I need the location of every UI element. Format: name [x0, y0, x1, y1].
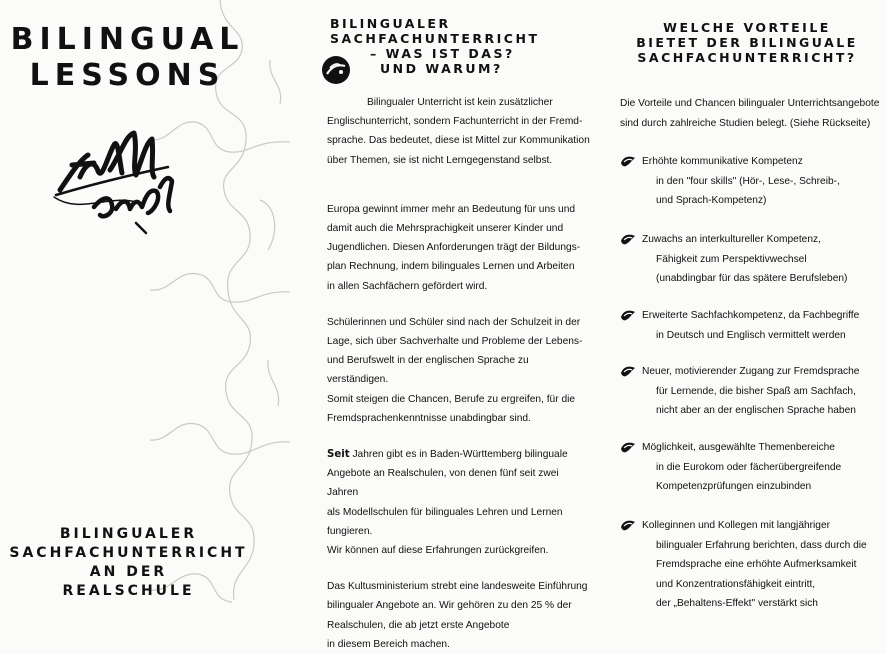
- page-title: [10, 22, 245, 94]
- handwritten-signature: [50, 115, 190, 245]
- text-line: plan Rechnung, indem bilinguales Lernen und Arbeiten: [327, 261, 575, 273]
- text-line: Jugendlichen. Diesen Anforderungen trägt der Bildungs-: [327, 242, 581, 254]
- text-line: Fremdsprachenkenntnisse unabdingbar sind.: [327, 412, 531, 424]
- benefit-line: Möglichkeit, ausgewählte Themenbereiche: [642, 442, 835, 453]
- right-heading-line-1: WELCHE VORTEILE: [663, 20, 831, 35]
- middle-paragraph-3: [327, 313, 592, 428]
- text-line: Jahren gibt es in Baden-Württemberg bilinguale: [349, 449, 568, 461]
- benefit-line: Kompetenzprüfungen einzubinden: [656, 481, 812, 492]
- benefit-line: Kolleginnen und Kollegen mit langjähriger: [642, 520, 831, 531]
- benefit-line: Erweiterte Sachfachkompetenz, da Fachbegriffe: [642, 310, 860, 321]
- text-line: als Modellschulen für bilinguales Lehren und Lernen fungieren.: [327, 506, 563, 537]
- middle-heading-line-2: SACHFACHUNTERRICHT: [330, 31, 540, 46]
- benefit-line: und Konzentrationsfähigkeit eintritt,: [656, 578, 816, 590]
- middle-heading-line-4: UND WARUM?: [380, 61, 503, 76]
- handwritten-word: Seit: [327, 449, 350, 461]
- left-subtitle-line-2: SACHFACHUNTERRICHT: [9, 545, 248, 561]
- benefit-item: [620, 306, 886, 345]
- school-logo-bullet-icon: [620, 518, 636, 532]
- text-line: Realschulen, die ab jetzt erste Angebote: [327, 619, 510, 631]
- left-subtitle-line-4: REALSCHULE: [62, 583, 195, 599]
- text-line: Bilingualer Unterricht ist kein zusätzlicher: [367, 97, 553, 108]
- left-panel: [0, 0, 300, 636]
- text-line: sind durch zahlreiche Studien belegt. (Siehe Rückseite): [620, 118, 871, 129]
- text-line: Europa gewinnt immer mehr an Bedeutung für uns und: [327, 203, 576, 215]
- text-line: Wir können auf diese Erfahrungen zurückgreifen.: [327, 545, 549, 557]
- text-line: Die Vorteile und Chancen bilingualer Unterrichtsangebote: [620, 98, 880, 109]
- school-logo-bullet-icon: [620, 364, 636, 378]
- benefit-line: Fremdsprache eine erhöhte Aufmerksamkeit: [656, 559, 857, 570]
- benefit-line: Fähigkeit zum Perspektivwechsel: [656, 253, 807, 265]
- left-subtitle-line-1: BILINGUALER: [59, 526, 198, 542]
- benefit-item: [620, 438, 886, 497]
- middle-paragraph-2: [327, 200, 592, 296]
- right-heading-line-3: SACHFACHUNTERRICHT?: [637, 50, 857, 65]
- text-line: Englischunterricht, sondern Fachunterricht in der Fremd-: [327, 116, 583, 128]
- middle-heading-line-3: – WAS IST DAS?: [370, 46, 515, 61]
- benefit-line: für Lernende, die bisher Spaß am Sachfach,: [656, 385, 856, 397]
- school-logo-icon: [320, 54, 352, 86]
- middle-paragraph-1: [327, 93, 592, 170]
- text-line: Angebote an Realschulen, von denen fünf seit zwei Jahren: [327, 468, 559, 499]
- benefit-line: der „Behaltens-Effekt" verstärkt sich: [656, 598, 818, 609]
- text-line: Das Kultusministerium strebt eine landesweite Einführung: [327, 581, 588, 593]
- benefit-line: Zuwachs an interkultureller Kompetenz,: [642, 234, 821, 245]
- right-heading: [622, 20, 872, 65]
- benefit-item: [620, 362, 886, 421]
- benefit-line: (unabdingbar für das spätere Berufsleben): [656, 273, 848, 284]
- text-line: Lage, sich über Sachverhalte und Probleme der Lebens-: [327, 336, 583, 348]
- text-line: Somit steigen die Chancen, Berufe zu ergreifen, für die: [327, 393, 576, 405]
- school-logo-bullet-icon: [620, 308, 636, 322]
- text-line: in diesem Bereich machen.: [327, 638, 450, 650]
- text-line: in allen Sachfächern gefördert wird.: [327, 280, 488, 292]
- school-logo-bullet-icon: [620, 232, 636, 246]
- benefit-line: nicht aber an der englischen Sprache haben: [656, 405, 856, 416]
- benefit-line: bilingualer Erfahrung berichten, dass durch die: [656, 539, 867, 551]
- benefit-line: in den "four skills" (Hör-, Lese-, Schreib-,: [656, 175, 840, 187]
- benefit-line: in Deutsch und Englisch vermittelt werden: [656, 329, 846, 341]
- text-line: über Themen, sie ist nicht Lerngegenstand selbst.: [327, 154, 553, 166]
- title-line-1: BILINGUAL: [10, 22, 245, 57]
- middle-heading: [330, 16, 580, 76]
- text-line: Schülerinnen und Schüler sind nach der Schulzeit in der: [327, 316, 581, 328]
- left-subtitle-line-3: AN DER: [89, 564, 168, 580]
- middle-paragraph-4: [327, 445, 592, 560]
- right-intro: [620, 94, 886, 134]
- benefit-item: [620, 230, 886, 289]
- school-logo-bullet-icon: [620, 154, 636, 168]
- middle-heading-line-1: BILINGUALER: [330, 16, 451, 31]
- title-line-2: LESSONS: [29, 58, 226, 93]
- benefit-line: Erhöhte kommunikative Kompetenz: [642, 156, 803, 167]
- school-logo-bullet-icon: [620, 440, 636, 454]
- benefit-item: [620, 152, 886, 211]
- middle-body: [327, 93, 592, 654]
- text-line: bilingualer Angebote an. Wir gehören zu den 25 % der: [327, 600, 572, 612]
- benefit-item: [620, 516, 886, 614]
- left-subtitle: [6, 525, 251, 601]
- right-heading-line-2: BIETET DER BILINGUALE: [636, 35, 858, 50]
- text-line: sprache. Das bedeutet, diese ist Mittel zur Kommunikation: [327, 135, 590, 147]
- text-line: damit auch die Mehrsprachigkeit unserer Kinder und: [327, 223, 564, 235]
- middle-paragraph-5: [327, 577, 592, 654]
- benefit-line: Neuer, motivierender Zugang zur Fremdsprache: [642, 366, 860, 377]
- benefit-line: und Sprach-Kompetenz): [656, 195, 767, 206]
- benefit-line: in die Eurokom oder fächerübergreifende: [656, 461, 842, 473]
- text-line: und Berufswelt in der englischen Sprache zu verständigen.: [327, 355, 529, 386]
